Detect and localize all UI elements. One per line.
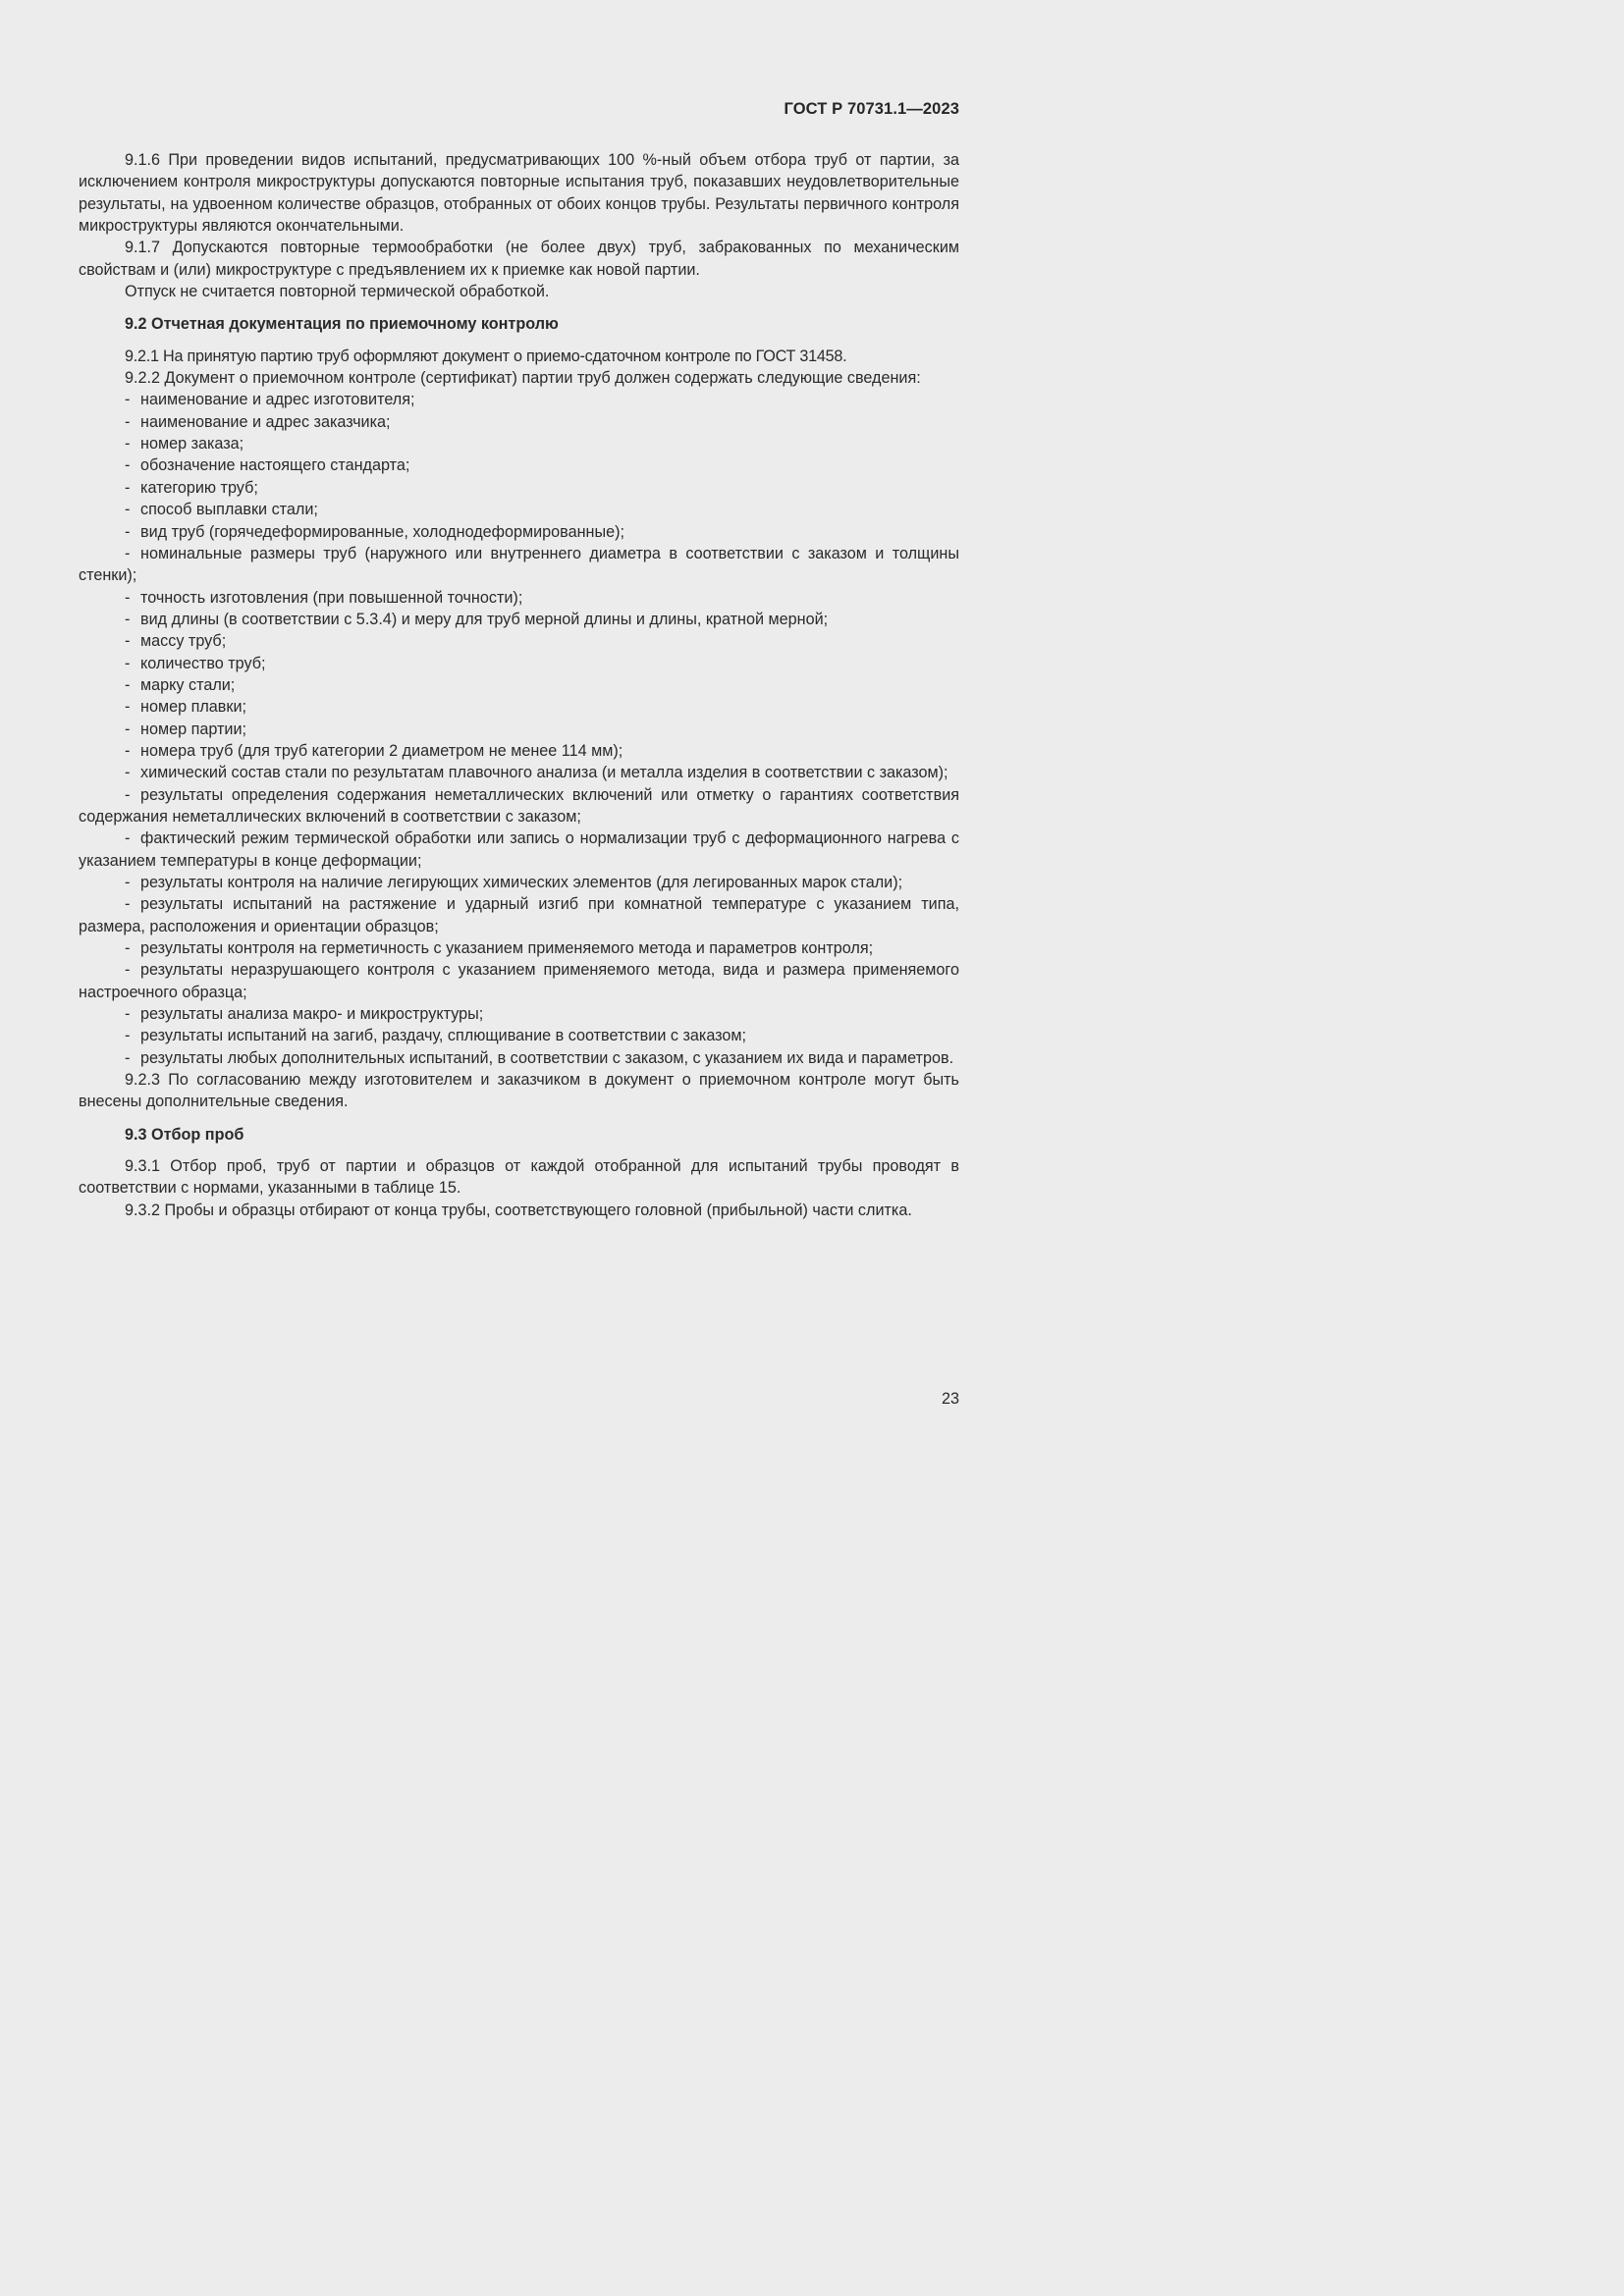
list-item: - обозначение настоящего стандарта; — [125, 456, 410, 475]
list-item: - результаты определения содержания неметаллических включений или отметку о гарантиях соответствия содержания неметаллических включений в соответствии с заказом; — [79, 785, 959, 826]
section-heading-9-2: 9.2 Отчетная документация по приемочному контролю — [125, 315, 559, 334]
list-item: - результаты испытаний на растяжение и ударный изгиб при комнатной температуре с указанием типа, размера, расположения и ориентации образцов; — [79, 895, 959, 935]
list-item: - наименование и адрес изготовителя; — [125, 391, 415, 409]
list-item: - марку стали; — [125, 675, 236, 694]
list-item: - результаты неразрушающего контроля с указанием применяемого метода, вида и размера применяемого настроечного образца; — [79, 961, 959, 1001]
page-number: 23 — [941, 1390, 959, 1408]
list-item: - вид длины (в соответствии с 5.3.4) и меру для труб мерной длины и длины, кратной мерной; — [125, 610, 829, 628]
paragraph-9-1-7: 9.1.7 Допускаются повторные термообработки (не более двух) труб, забракованных по механическим свойствам и (или) микроструктуре с предъявлением их к приемке как новой партии. — [79, 239, 959, 279]
paragraph-9-1-6: 9.1.6 При проведении видов испытаний, предусматривающих 100 %-ный объем отбора труб от партии, за исключением контроля микроструктуры допускаются повторные испытания труб, показавших неудовлетворительные результаты, на удвоенном количестве образцов, отобранных от обоих концов трубы. Результаты первичного контроля микроструктуры являются окончательными. — [79, 151, 959, 236]
paragraph-9-2-1: 9.2.1 На принятую партию труб оформляют документ о приемо-сдаточном контроле по ГОСТ 31458. — [125, 347, 847, 365]
list-item: - результаты анализа макро- и микроструктуры; — [125, 1005, 484, 1024]
document-page — [79, 0, 959, 1539]
list-item: - способ выплавки стали; — [125, 501, 318, 519]
list-item: - номер плавки; — [125, 698, 247, 717]
list-item: - номера труб (для труб категории 2 диаметром не менее 114 мм); — [125, 741, 623, 760]
paragraph-tempering-note: Отпуск не считается повторной термической обработкой. — [125, 283, 550, 301]
list-item: - массу труб; — [125, 632, 227, 651]
paragraph-9-3-2: 9.3.2 Пробы и образцы отбирают от конца трубы, соответствующего головной (прибыльной) части слитка. — [125, 1201, 912, 1219]
list-item: - результаты любых дополнительных испытаний, в соответствии с заказом, с указанием их вида и параметров. — [125, 1048, 954, 1067]
list-item: - результаты контроля на наличие легирующих химических элементов (для легированных марок стали); — [125, 874, 903, 891]
list-item: - результаты испытаний на загиб, раздачу, сплющивание в соответствии с заказом; — [125, 1027, 747, 1045]
certificate-contents-list — [79, 389, 959, 1069]
list-item: - количество труб; — [125, 654, 266, 672]
document-body — [79, 149, 959, 1221]
list-item: - номер партии; — [125, 720, 246, 738]
paragraph-9-2-2: 9.2.2 Документ о приемочном контроле (сертификат) партии труб должен содержать следующие сведения: — [125, 369, 921, 388]
list-item: - номинальные размеры труб (наружного или внутреннего диаметра в соответствии с заказом и толщины стенки); — [79, 544, 959, 585]
list-item: - точность изготовления (при повышенной точности); — [125, 588, 523, 607]
list-item: - категорию труб; — [125, 478, 258, 497]
list-item: - результаты контроля на герметичность с указанием применяемого метода и параметров контроля; — [125, 939, 874, 958]
document-code: ГОСТ Р 70731.1—2023 — [784, 100, 959, 118]
section-heading-9-3: 9.3 Отбор проб — [125, 1125, 244, 1144]
list-item: - вид труб (горячедеформированные, холоднодеформированные); — [125, 522, 624, 541]
list-item: - химический состав стали по результатам плавочного анализа (и металла изделия в соответствии с заказом); — [125, 764, 948, 782]
list-item: - фактический режим термической обработки или запись о нормализации труб с деформационного нагрева с указанием температуры в конце деформации; — [79, 829, 959, 870]
paragraph-9-2-3: 9.2.3 По согласованию между изготовителем и заказчиком в документ о приемочном контроле могут быть внесены дополнительные сведения. — [79, 1071, 959, 1111]
paragraph-9-3-1: 9.3.1 Отбор проб, труб от партии и образцов от каждой отобранной для испытаний трубы проводят в соответствии с нормами, указанными в таблице 15. — [79, 1157, 959, 1198]
list-item: - наименование и адрес заказчика; — [125, 412, 391, 431]
list-item: - номер заказа; — [125, 435, 244, 454]
